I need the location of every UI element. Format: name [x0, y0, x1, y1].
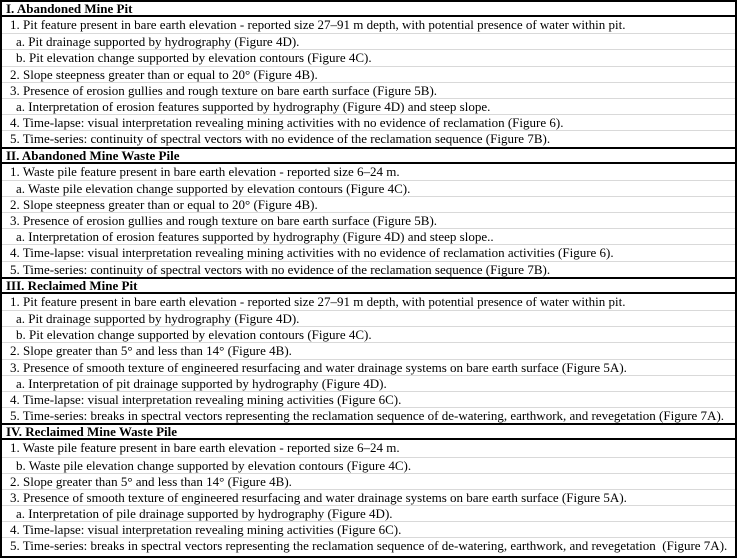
criteria-row-text: 2. Slope greater than 5° and less than 14° (Figure 4B). — [10, 473, 292, 489]
criteria-row — [2, 505, 735, 521]
criteria-row — [2, 326, 735, 342]
criteria-row-text: b. Waste pile elevation change supported by elevation contours (Figure 4C). — [16, 457, 412, 473]
section-header-row — [2, 277, 735, 294]
criteria-row-text: a. Pit drainage supported by hydrography (Figure 4D). — [16, 34, 300, 50]
criteria-row-text: 5. Time-series: continuity of spectral vectors with no evidence of the reclamation sequence (Figure 7B). — [10, 131, 551, 147]
criteria-row-text: b. Pit elevation change supported by elevation contours (Figure 4C). — [16, 327, 372, 343]
criteria-row — [2, 359, 735, 375]
criteria-row — [2, 537, 735, 553]
criteria-row-text: a. Waste pile elevation change supported by elevation contours (Figure 4C). — [16, 180, 411, 196]
criteria-row-text: 1. Waste pile feature present in bare earth elevation - reported size 6–24 m. — [10, 440, 400, 456]
criteria-row — [2, 375, 735, 391]
criteria-row — [2, 310, 735, 326]
criteria-row — [2, 98, 735, 114]
criteria-row — [2, 17, 735, 33]
criteria-row — [2, 521, 735, 537]
criteria-row-text: 3. Presence of erosion gullies and rough texture on bare earth surface (Figure 5B). — [10, 213, 438, 229]
criteria-row — [2, 164, 735, 180]
section-title: III. Reclaimed Mine Pit — [6, 277, 138, 293]
criteria-row-text: 1. Pit feature present in bare earth elevation - reported size 27–91 m depth, with potential presence of water within pit. — [10, 293, 626, 309]
criteria-row — [2, 244, 735, 260]
criteria-row-text: 2. Slope steepness greater than or equal to 20° (Figure 4B). — [10, 66, 318, 82]
criteria-row — [2, 407, 735, 423]
criteria-row — [2, 82, 735, 98]
criteria-row-text: a. Interpretation of pile drainage supported by hydrography (Figure 4D). — [16, 506, 393, 522]
section-header-row — [2, 423, 735, 440]
criteria-row — [2, 391, 735, 407]
section-header-row — [2, 2, 735, 17]
criteria-row — [2, 196, 735, 212]
criteria-row — [2, 212, 735, 228]
criteria-row-text: 1. Pit feature present in bare earth elevation - reported size 27–91 m depth, with potential presence of water within pit. — [10, 17, 626, 32]
criteria-row — [2, 294, 735, 310]
criteria-row-text: a. Interpretation of erosion features supported by hydrography (Figure 4D) and steep slope. — [16, 98, 491, 114]
criteria-row — [2, 66, 735, 82]
criteria-row — [2, 49, 735, 65]
criteria-row-text: 3. Presence of erosion gullies and rough texture on bare earth surface (Figure 5B). — [10, 82, 438, 98]
criteria-row-text: 4. Time-lapse: visual interpretation revealing mining activities with no evidence of reclamation (Figure 6). — [10, 115, 564, 131]
criteria-row-text: 4. Time-lapse: visual interpretation revealing mining activities (Figure 6C). — [10, 391, 402, 407]
criteria-row — [2, 33, 735, 49]
criteria-row-text: 3. Presence of smooth texture of engineered resurfacing and water drainage systems on bare earth surface (Figure 5A). — [10, 359, 627, 375]
criteria-row-text: 4. Time-lapse: visual interpretation revealing mining activities with no evidence of reclamation activities (Figure 6). — [10, 245, 614, 261]
criteria-row-text: 4. Time-lapse: visual interpretation revealing mining activities (Figure 6C). — [10, 522, 402, 538]
criteria-row — [2, 489, 735, 505]
criteria-row — [2, 457, 735, 473]
section-title: II. Abandoned Mine Waste Pile — [6, 147, 180, 163]
criteria-row-text: a. Interpretation of pit drainage supported by hydrography (Figure 4D). — [16, 375, 387, 391]
criteria-row — [2, 180, 735, 196]
criteria-row — [2, 261, 735, 277]
criteria-row-text: 5. Time-series: continuity of spectral vectors with no evidence of the reclamation sequence (Figure 7B). — [10, 261, 551, 277]
criteria-row-text: 5. Time-series: breaks in spectral vectors representing the reclamation sequence of de-watering, earthwork, and revegetation (Figure 7A). — [10, 408, 725, 424]
section-header-row — [2, 147, 735, 164]
criteria-row-text: 5. Time-series: breaks in spectral vectors representing the reclamation sequence of de-watering, earthwork, and revegetation (Figure 7A). — [10, 538, 728, 554]
criteria-row-text: 2. Slope greater than 5° and less than 14° (Figure 4B). — [10, 343, 292, 359]
criteria-row — [2, 342, 735, 358]
criteria-row-text: 2. Slope steepness greater than or equal to 20° (Figure 4B). — [10, 196, 318, 212]
criteria-row — [2, 473, 735, 489]
section-title: IV. Reclaimed Mine Waste Pile — [6, 424, 178, 440]
criteria-row-text: 3. Presence of smooth texture of engineered resurfacing and water drainage systems on bare earth surface (Figure 5A). — [10, 489, 627, 505]
criteria-row — [2, 228, 735, 244]
criteria-row-text: a. Pit drainage supported by hydrography (Figure 4D). — [16, 311, 300, 326]
criteria-row-text: 1. Waste pile feature present in bare earth elevation - reported size 6–24 m. — [10, 163, 400, 179]
criteria-row-text: b. Pit elevation change supported by elevation contours (Figure 4C). — [16, 50, 372, 66]
criteria-row — [2, 440, 735, 456]
criteria-row-text: a. Interpretation of erosion features supported by hydrography (Figure 4D) and steep slope.. — [16, 229, 494, 245]
section-title: I. Abandoned Mine Pit — [6, 2, 133, 16]
criteria-row — [2, 130, 735, 146]
criteria-row — [2, 114, 735, 130]
